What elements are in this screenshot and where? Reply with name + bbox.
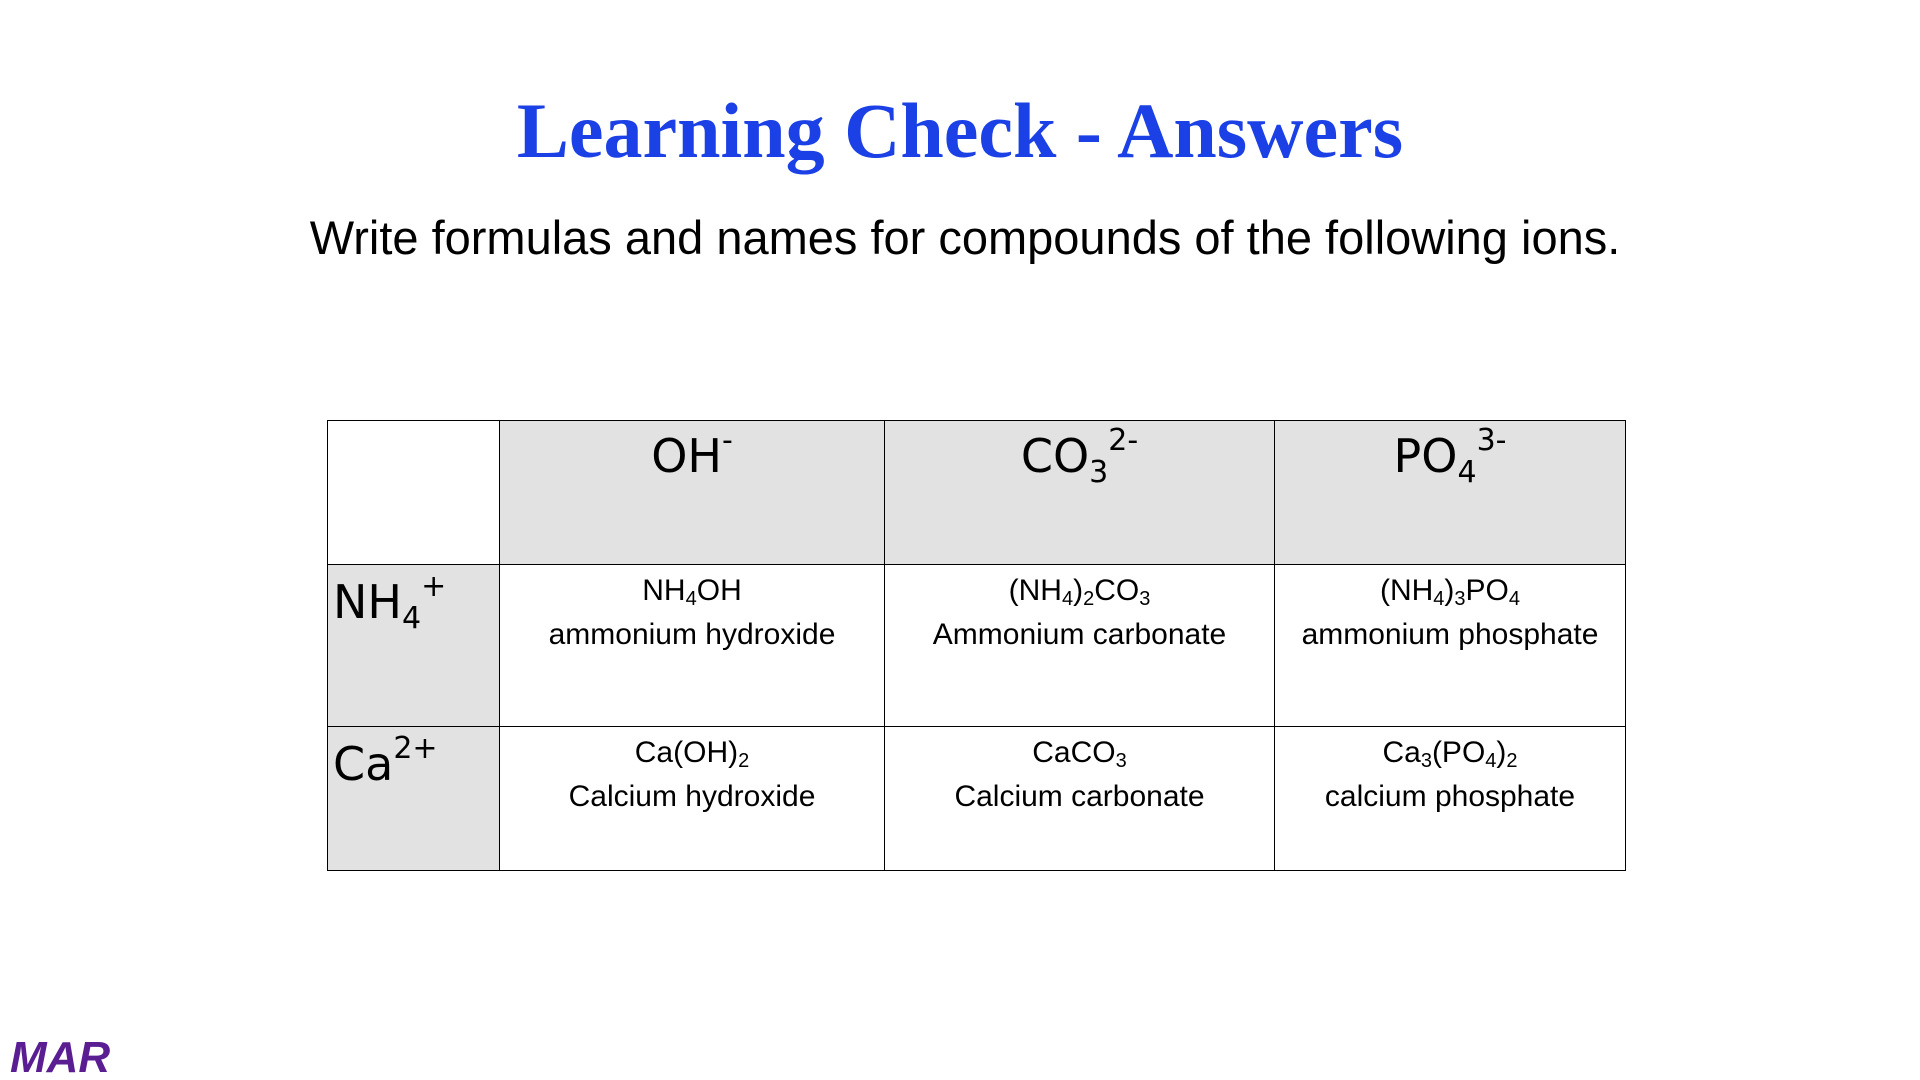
anion-header-hydroxide <box>500 421 885 565</box>
compound-name: Calcium hydroxide <box>568 780 816 813</box>
anion-base: OH <box>651 429 722 483</box>
compound-formula <box>500 573 884 609</box>
formula-text: OH <box>696 574 742 607</box>
anion-charge: 2- <box>1108 423 1139 458</box>
answer-cell <box>500 727 885 871</box>
table-header-row <box>328 421 1626 565</box>
table-corner-cell <box>328 421 500 565</box>
cation-subscript: 4 <box>402 601 422 636</box>
formula-subscript: 2 <box>1083 588 1095 610</box>
formula-subscript: 3 <box>1420 750 1432 772</box>
formula-text: CaCO <box>1032 736 1116 769</box>
formula-text: NH <box>642 574 686 607</box>
formula-subscript: 2 <box>738 750 750 772</box>
compound-formula <box>500 735 884 771</box>
formula-subscript: 4 <box>685 588 697 610</box>
formula-text: (PO <box>1431 736 1486 769</box>
formula-subscript: 4 <box>1485 750 1497 772</box>
cation-base: Ca <box>333 737 394 791</box>
anion-charge: 3- <box>1476 423 1507 458</box>
cation-base: NH <box>333 575 402 629</box>
cation-charge: 2+ <box>393 731 438 766</box>
compound-formula <box>1275 735 1625 771</box>
formula-subscript: 4 <box>1508 588 1521 610</box>
anion-charge: - <box>721 423 733 458</box>
anion-subscript: 4 <box>1457 455 1477 490</box>
anion-base: PO <box>1393 429 1458 483</box>
formula-text: Ca(OH) <box>634 736 739 769</box>
formula-subscript: 2 <box>1506 750 1518 772</box>
anion-label <box>651 423 733 483</box>
formula-text: ) <box>1496 736 1507 769</box>
anion-header-phosphate <box>1275 421 1626 565</box>
formula-subscript: 4 <box>1433 588 1445 610</box>
compound-formula <box>885 573 1274 609</box>
formula-text: Ca <box>1382 736 1421 769</box>
formula-text: (NH <box>1379 574 1434 607</box>
formula-text: (NH <box>1008 574 1062 607</box>
anion-header-carbonate <box>885 421 1275 565</box>
compound-name: ammonium hydroxide <box>548 618 836 651</box>
formula-text: ) <box>1444 574 1455 607</box>
anion-base: CO <box>1020 429 1090 483</box>
formula-text: ) <box>1073 574 1084 607</box>
formula-subscript: 3 <box>1454 588 1466 610</box>
author-initials: MAR <box>10 1033 111 1080</box>
slide-subtitle: Write formulas and names for compounds of the following ions. <box>309 211 1621 264</box>
ion-compound-table <box>327 420 1626 871</box>
cation-label <box>333 569 447 636</box>
formula-subscript: 3 <box>1115 750 1127 772</box>
formula-text: PO <box>1465 574 1509 607</box>
formula-subscript: 4 <box>1061 588 1074 610</box>
cation-label <box>333 731 438 791</box>
compound-name: Calcium carbonate <box>954 780 1205 813</box>
compound-formula <box>885 735 1274 771</box>
formula-subscript: 3 <box>1139 588 1151 610</box>
compound-formula <box>1275 573 1625 609</box>
compound-name: Ammonium carbonate <box>932 618 1227 651</box>
answer-cell <box>885 727 1275 871</box>
answer-cell <box>500 565 885 727</box>
answer-cell <box>1275 727 1626 871</box>
answer-cell <box>1275 565 1626 727</box>
answer-cell <box>885 565 1275 727</box>
cation-charge: + <box>421 569 447 604</box>
table-row-ammonium <box>328 565 1626 727</box>
slide-title: Learning Check - Answers <box>516 87 1404 174</box>
compound-name: calcium phosphate <box>1324 780 1576 813</box>
formula-text: CO <box>1094 574 1140 607</box>
compound-name: ammonium phosphate <box>1301 618 1599 651</box>
cation-header-calcium <box>328 727 500 871</box>
table-row-calcium <box>328 727 1626 871</box>
cation-header-ammonium <box>328 565 500 727</box>
anion-subscript: 3 <box>1089 455 1109 490</box>
anion-label <box>1020 423 1139 490</box>
anion-label <box>1393 423 1507 490</box>
